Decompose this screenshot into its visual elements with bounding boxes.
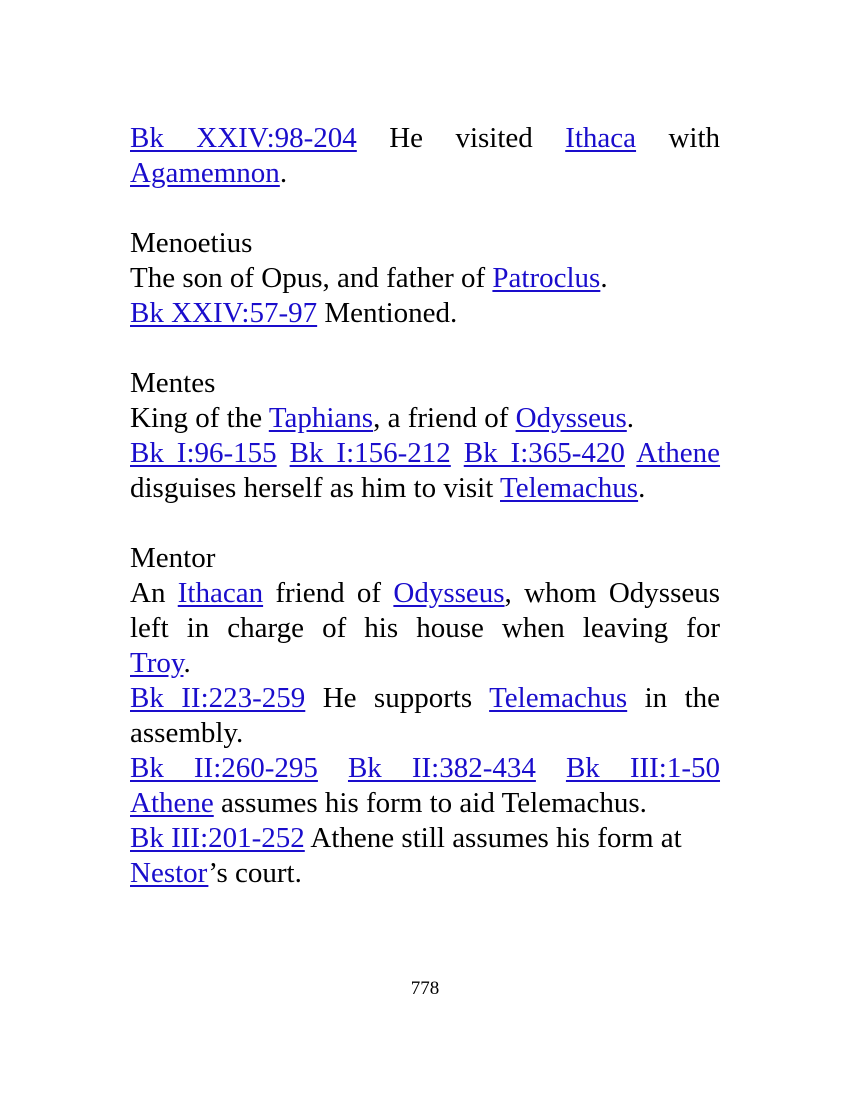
entry-description: left in charge of his house when leaving for: [130, 612, 720, 644]
book-ref-link[interactable]: Bk III:201-252: [130, 822, 305, 854]
odysseus-link[interactable]: Odysseus: [393, 577, 505, 609]
entry-text: He supports: [322, 682, 473, 714]
entry-line: [130, 471, 720, 506]
ithacan-link[interactable]: Ithacan: [177, 577, 264, 609]
entry-line: [130, 751, 720, 786]
entry-text: .: [600, 262, 608, 294]
page-number: 778: [410, 978, 440, 999]
book-ref-link[interactable]: Bk II:260-295: [130, 752, 318, 784]
entry-description: [130, 401, 720, 436]
agamemnon-link[interactable]: Agamemnon: [130, 157, 280, 189]
entry-description: [130, 261, 720, 296]
entry-line: [130, 821, 720, 856]
entry-text: .: [183, 647, 191, 679]
entry-text: disguises herself as him to visit: [130, 472, 501, 504]
athene-link[interactable]: Athene: [636, 437, 721, 469]
entry-text: with: [668, 122, 721, 154]
entry-text: .: [638, 472, 646, 504]
entry-line: assembly.: [130, 717, 244, 749]
entry-text: friend of: [275, 577, 382, 609]
troy-link[interactable]: Troy: [130, 647, 184, 679]
entry-line: [130, 156, 720, 191]
entry-text: The son of Opus, and father of: [130, 262, 493, 294]
entry-text: in the: [644, 682, 721, 714]
telemachus-link[interactable]: Telemachus: [489, 682, 628, 714]
nestor-link[interactable]: Nestor: [130, 857, 209, 889]
entry-text: assumes his form to aid Telemachus.: [213, 787, 647, 819]
entry-text: King of the: [130, 402, 269, 434]
entry-text: Athene still assumes his form at: [304, 822, 682, 854]
entry-text: .: [279, 157, 288, 189]
entry-line: [130, 681, 720, 716]
entry-text: ’s court.: [208, 857, 302, 889]
entry-text: .: [626, 402, 635, 434]
entry-text: An: [130, 577, 166, 609]
book-ref-link[interactable]: Bk I:365-420: [463, 437, 625, 469]
entry-line: [130, 436, 720, 471]
entry-heading-mentes: Mentes: [130, 367, 216, 399]
entry-text: He visited: [389, 122, 533, 154]
patroclus-link[interactable]: Patroclus: [492, 262, 601, 294]
entry-heading-menoetius: Menoetius: [130, 227, 253, 259]
book-ref-link[interactable]: Bk I:156-212: [289, 437, 451, 469]
book-ref-link[interactable]: Bk XXIV:98-204: [130, 122, 357, 154]
entry-heading-mentor: Mentor: [130, 542, 216, 574]
odysseus-link[interactable]: Odysseus: [515, 402, 627, 434]
telemachus-link[interactable]: Telemachus: [500, 472, 639, 504]
taphians-link[interactable]: Taphians: [268, 402, 374, 434]
entry-text: Mentioned.: [317, 297, 458, 329]
ithaca-link[interactable]: Ithaca: [565, 122, 637, 154]
book-ref-link[interactable]: Bk XXIV:57-97: [130, 297, 318, 329]
entry-line: [130, 121, 720, 156]
entry-description: [130, 576, 720, 611]
book-ref-link[interactable]: Bk I:96-155: [130, 437, 277, 469]
entry-text: , whom Odysseus: [504, 577, 721, 609]
entry-text: , a friend of: [373, 402, 516, 434]
athene-link[interactable]: Athene: [130, 787, 214, 819]
book-ref-link[interactable]: Bk III:1-50: [565, 752, 721, 784]
entry-description: [130, 646, 720, 681]
page-body: [130, 121, 720, 891]
entry-line: [130, 856, 720, 891]
entry-line: [130, 296, 720, 331]
entry-line: [130, 786, 720, 821]
book-ref-link[interactable]: Bk II:223-259: [130, 682, 306, 714]
book-ref-link[interactable]: Bk II:382-434: [347, 752, 536, 784]
